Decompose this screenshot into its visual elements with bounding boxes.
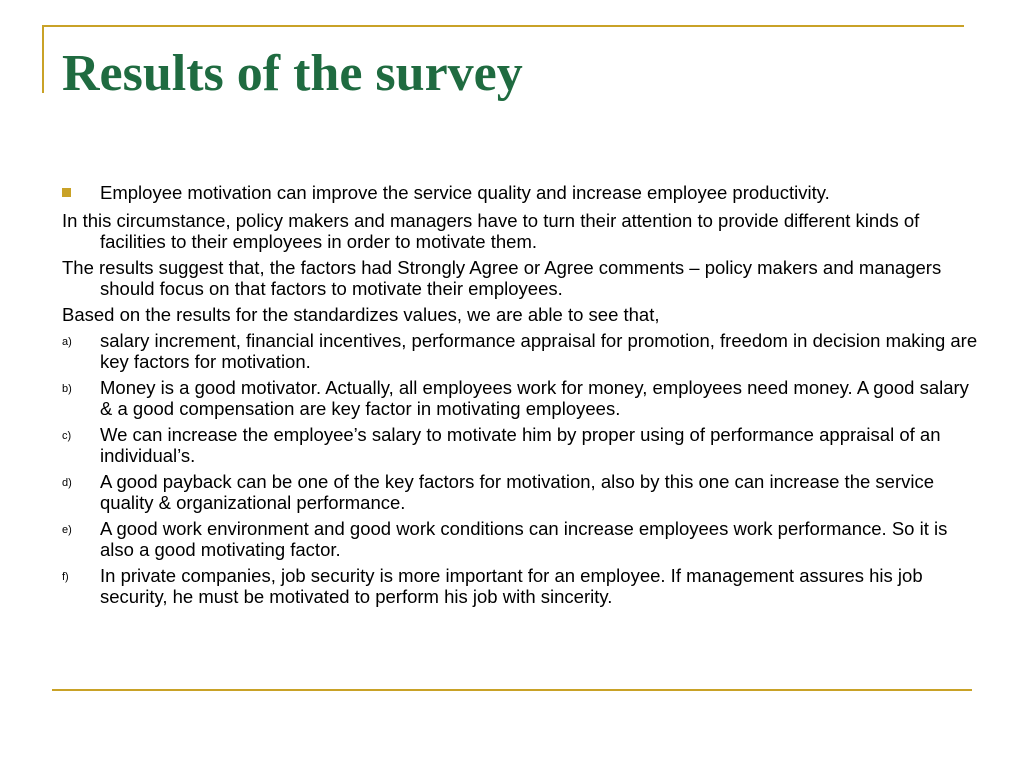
list-item-a bbox=[62, 330, 982, 372]
square-bullet-icon bbox=[62, 188, 71, 197]
list-marker: b) bbox=[62, 383, 72, 395]
slide-title: Results of the survey bbox=[62, 45, 523, 102]
list-marker: e) bbox=[62, 524, 72, 536]
list-item-text: A good work environment and good work conditions can increase employees work performance. So it is also a good motivating factor. bbox=[100, 518, 948, 560]
list-item-text: In private companies, job security is more important for an employee. If management assures his job security, he must be motivated to perform his job with sincerity. bbox=[100, 565, 923, 607]
list-marker: a) bbox=[62, 336, 72, 348]
list-item-c bbox=[62, 424, 982, 466]
bullet-item bbox=[62, 182, 982, 205]
paragraph-based-on-results: Based on the results for the standardizes values, we are able to see that, bbox=[62, 304, 660, 325]
list-item-text: A good payback can be one of the key factors for motivation, also by this one can increase the service quality & organizational performance. bbox=[100, 471, 935, 513]
top-border-line bbox=[42, 25, 964, 27]
bullet-text: Employee motivation can improve the service quality and increase employee productivity. bbox=[100, 182, 830, 203]
list-item-text: salary increment, financial incentives, performance appraisal for promotion, freedom in decision making are key factors for motivation. bbox=[100, 330, 978, 372]
list-item-text: Money is a good motivator. Actually, all employees work for money, employees need money. A good salary & a good compensation are key factor in motivating employees. bbox=[100, 377, 969, 419]
list-item-e bbox=[62, 518, 982, 560]
bullet-marker bbox=[62, 182, 100, 205]
list-marker: f) bbox=[62, 571, 69, 583]
list-item-text: We can increase the employee’s salary to motivate him by proper using of performance appraisal of an individual’s. bbox=[100, 424, 941, 466]
list-marker: d) bbox=[62, 477, 72, 489]
slide-body bbox=[62, 182, 982, 612]
list-item-d bbox=[62, 471, 982, 513]
paragraph-results-suggest: The results suggest that, the factors had Strongly Agree or Agree comments – policy makers and managers should focus on that factors to motivate their employees. bbox=[62, 257, 942, 299]
list-marker: c) bbox=[62, 430, 72, 442]
left-border-line bbox=[42, 25, 44, 93]
bottom-border-line bbox=[52, 689, 972, 691]
list-item-b bbox=[62, 377, 982, 419]
paragraph-circumstance: In this circumstance, policy makers and managers have to turn their attention to provide different kinds of facilities to their employees in order to motivate them. bbox=[62, 210, 920, 252]
list-item-f bbox=[62, 565, 982, 607]
